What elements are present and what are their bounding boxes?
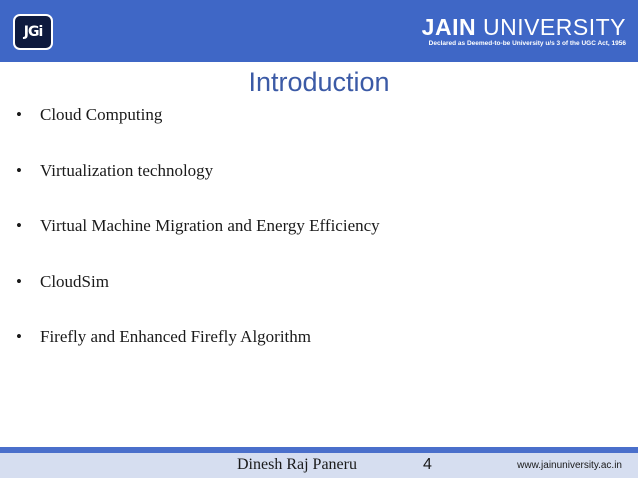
header-band bbox=[0, 0, 638, 62]
bullet-dot-icon: • bbox=[16, 105, 22, 124]
brand-name-bold: JAIN bbox=[421, 14, 477, 40]
bullet-text: Virtual Machine Migration and Energy Efficiency bbox=[40, 216, 380, 235]
bullet-dot-icon: • bbox=[16, 160, 22, 180]
brand-name-rest: UNIVERSITY bbox=[476, 14, 626, 40]
bullet-item bbox=[16, 102, 380, 158]
bullet-text: Firefly and Enhanced Firefly Algorithm bbox=[40, 327, 311, 346]
university-url: www.jainuniversity.ac.in bbox=[517, 460, 622, 471]
university-logo bbox=[13, 14, 53, 50]
bullet-item bbox=[16, 324, 380, 380]
bullet-dot-icon: • bbox=[16, 216, 22, 235]
author-name: Dinesh Raj Paneru bbox=[237, 456, 357, 473]
bullet-dot-icon: • bbox=[16, 271, 22, 291]
bullet-item bbox=[16, 269, 380, 325]
logo-text: JGi bbox=[23, 24, 43, 40]
bullet-dot-icon: • bbox=[16, 327, 22, 346]
bullet-list bbox=[16, 102, 380, 380]
page-number: 4 bbox=[423, 456, 432, 473]
brand-name bbox=[422, 15, 626, 39]
bullet-text: CloudSim bbox=[40, 271, 109, 291]
brand-subtitle: Declared as Deemed-to-be University u/s 3 of the UGC Act, 1956 bbox=[428, 40, 626, 47]
bullet-text: Cloud Computing bbox=[40, 105, 163, 124]
bullet-item bbox=[16, 158, 380, 214]
brand-block bbox=[422, 15, 626, 48]
slide-title: Introduction bbox=[248, 67, 390, 97]
bullet-text: Virtualization technology bbox=[40, 160, 214, 180]
bullet-item bbox=[16, 213, 380, 269]
